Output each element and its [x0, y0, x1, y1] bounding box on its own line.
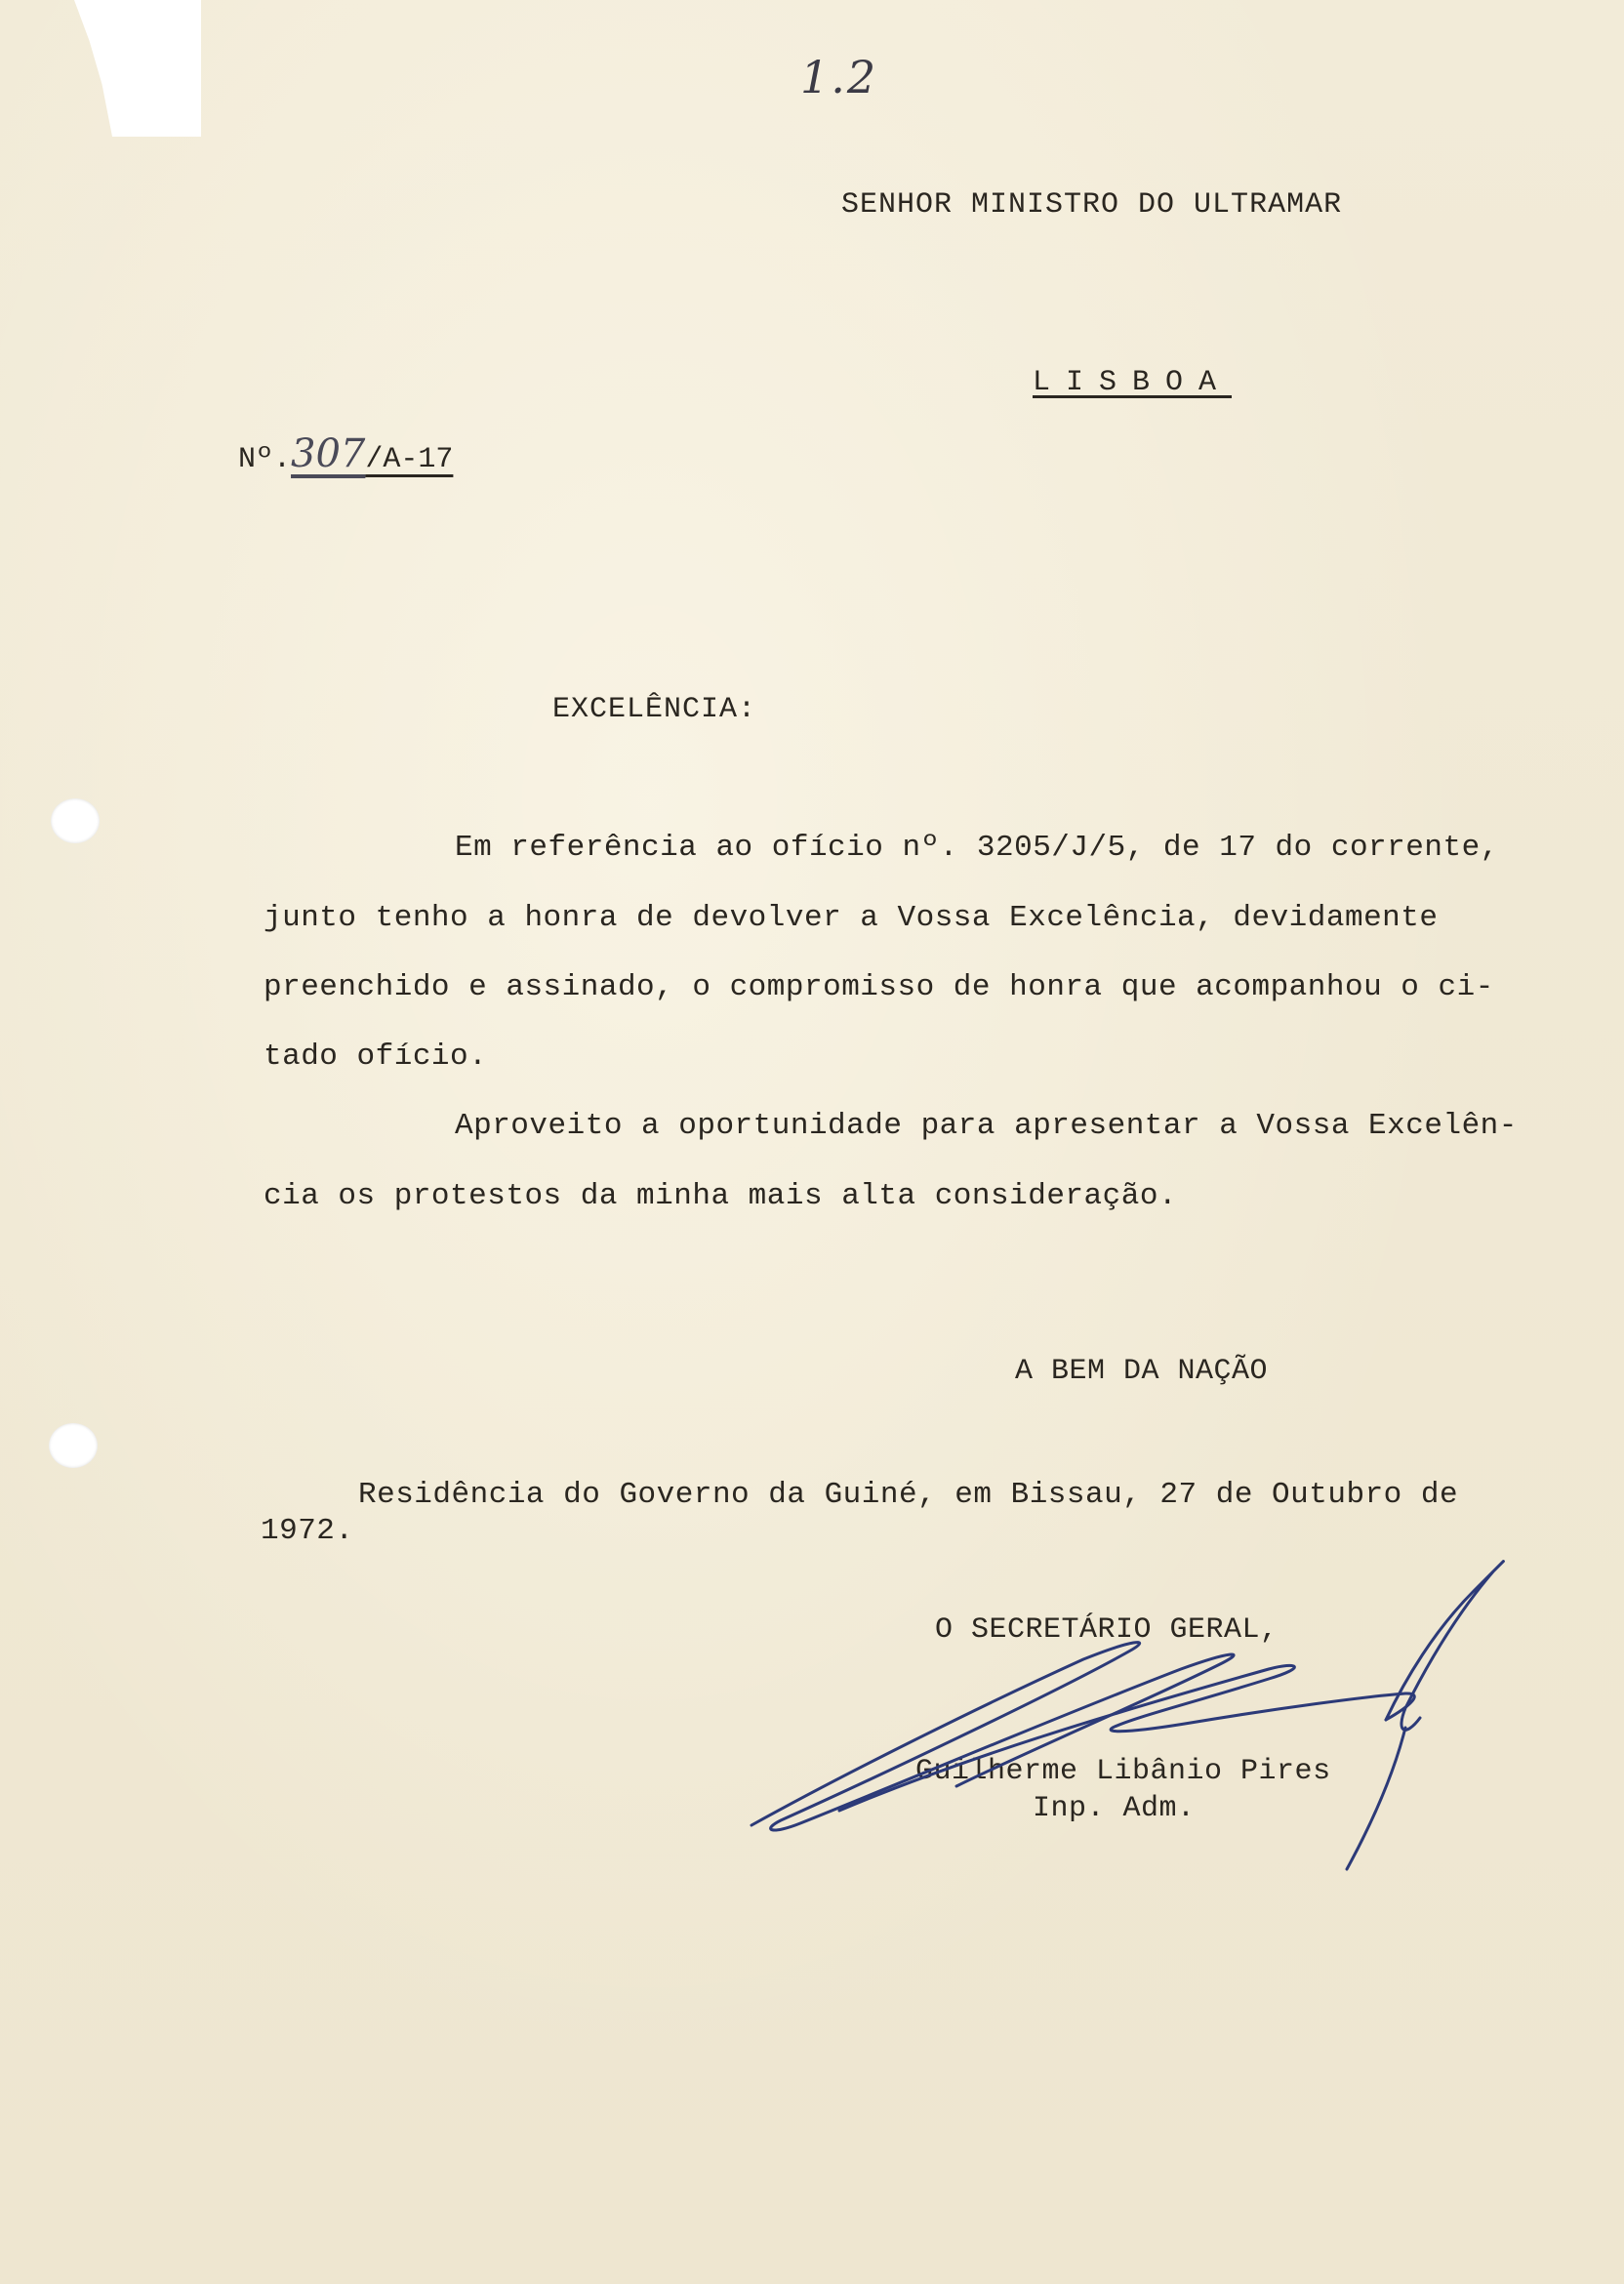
place-date-line: Residência do Governo da Guiné, em Bissau, 27 de Outubro de — [358, 1478, 1459, 1512]
folio-mark: 1.2 — [800, 51, 878, 103]
punch-hole-top — [51, 798, 100, 843]
signatory-position: Inp. Adm. — [1033, 1792, 1196, 1825]
body-line: tado ofício. — [264, 1040, 488, 1074]
handwritten-signature — [722, 1532, 1522, 1894]
signatory-name: Guilherme Libânio Pires — [915, 1755, 1331, 1788]
body-line: preenchido e assinado, o compromisso de honra que acompanhou o ci- — [264, 970, 1494, 1004]
place-date-line: 1972. — [261, 1514, 354, 1548]
salutation: EXCELÊNCIA: — [552, 693, 757, 726]
city: LISBOA — [1033, 366, 1233, 399]
reference-handwritten-number: 307 — [291, 431, 366, 476]
body-line: junto tenho a honra de devolver a Vossa Excelência, devidamente — [264, 901, 1439, 935]
signatory-title: O SECRETÁRIO GERAL, — [935, 1613, 1279, 1647]
punch-hole-bottom — [49, 1423, 98, 1468]
addressee: SENHOR MINISTRO DO ULTRAMAR — [841, 188, 1343, 222]
reference-suffix: /A-17 — [365, 443, 454, 476]
body-line: Em referência ao ofício nº. 3205/J/5, de 17 do corrente, — [455, 831, 1499, 865]
reference-prefix: Nº. — [238, 443, 292, 476]
torn-corner — [74, 0, 201, 137]
body-line: cia os protestos da minha mais alta consideração. — [264, 1179, 1178, 1213]
closing: A BEM DA NAÇÃO — [1015, 1355, 1269, 1388]
reference-number — [168, 398, 453, 510]
body-line: Aproveito a oportunidade para apresentar a Vossa Excelên- — [455, 1109, 1518, 1143]
